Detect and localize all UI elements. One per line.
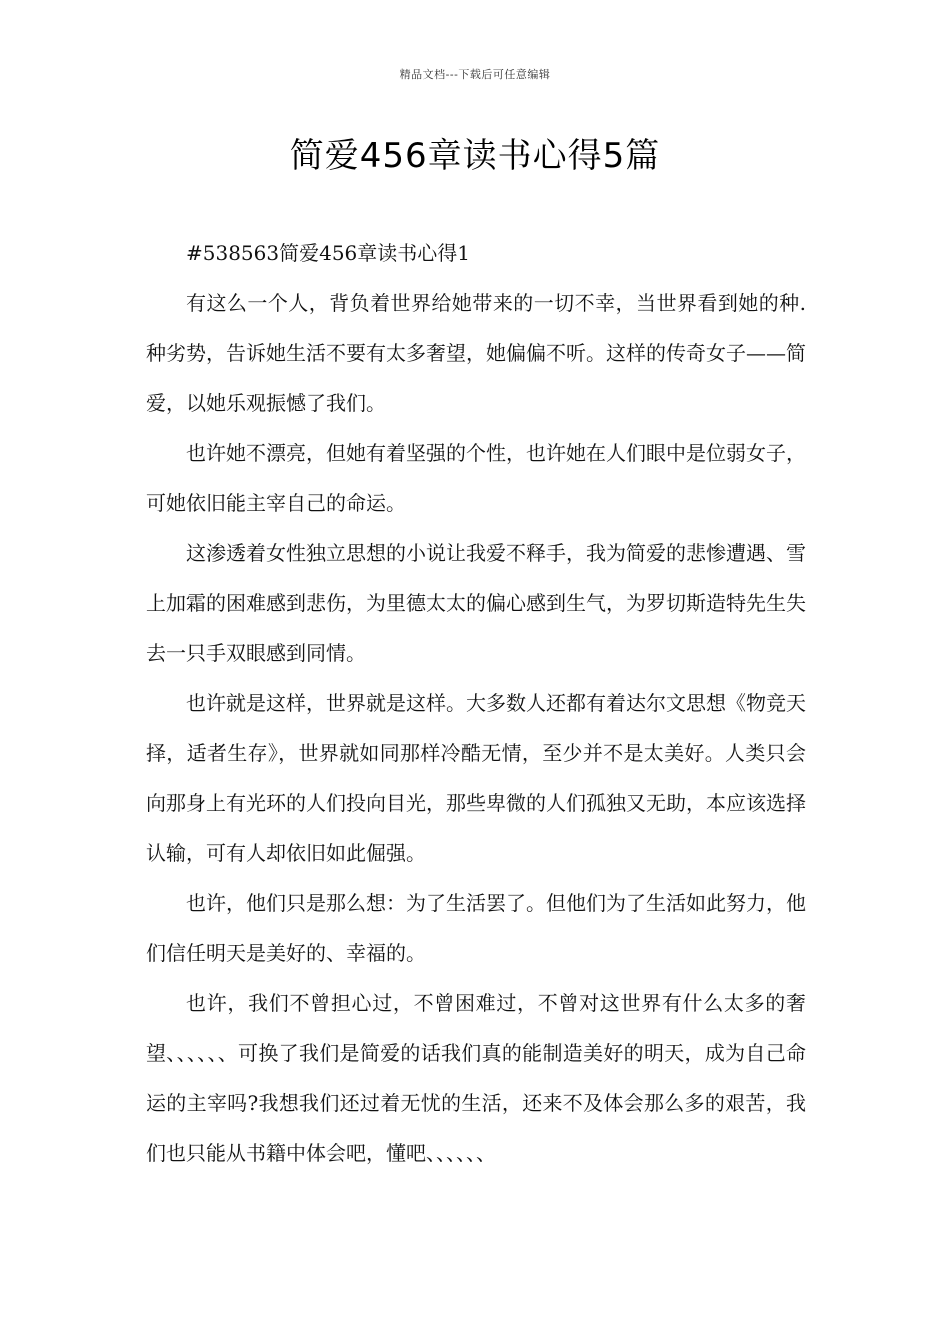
paragraph-1: 有这么一个人，背负着世界给她带来的一切不幸，当世界看到她的种.种劣势，告诉她生活不要有太多奢望，她偏偏不听。这样的传奇女子——简爱，以她乐观振憾了我们。 — [146, 291, 806, 415]
paragraph-6: 也许，我们不曾担心过，不曾困难过，不曾对这世界有什么太多的奢望、、、、、、可换了我们是简爱的话我们真的能制造美好的明天，成为自己命运的主宰吗?我想我们还过着无忧的生活，还来不及体会那么多的艰苦，我们也只能从书籍中体会吧，懂吧、、、、、、 — [146, 991, 806, 1165]
header-note: 精品文档---下载后可任意编辑 — [399, 68, 551, 81]
paragraph-4: 也许就是这样，世界就是这样。大多数人还都有着达尔文思想《物竞天择，适者生存》，世界就如同那样冷酷无情，至少并不是太美好。人类只会向那身上有光环的人们投向目光，那些卑微的人们孤独又无助，本应该选择认输，可有人却依旧如此倔强。 — [146, 691, 806, 865]
paragraph-5: 也许，他们只是那么想：为了生活罢了。但他们为了生活如此努力，他们信任明天是美好的、幸福的。 — [146, 891, 806, 965]
page-title: 简爱456章读书心得5篇 — [289, 136, 661, 176]
section-heading: #538563简爱456章读书心得1 — [186, 241, 471, 265]
paragraph-3: 这渗透着女性独立思想的小说让我爱不释手，我为简爱的悲惨遭遇、雪上加霜的困难感到悲伤，为里德太太的偏心感到生气，为罗切斯造特先生失去一只手双眼感到同情。 — [146, 541, 806, 665]
paragraph-2: 也许她不漂亮，但她有着坚强的个性，也许她在人们眼中是位弱女子，可她依旧能主宰自己的命运。 — [146, 441, 806, 515]
document-body — [146, 228, 806, 1178]
